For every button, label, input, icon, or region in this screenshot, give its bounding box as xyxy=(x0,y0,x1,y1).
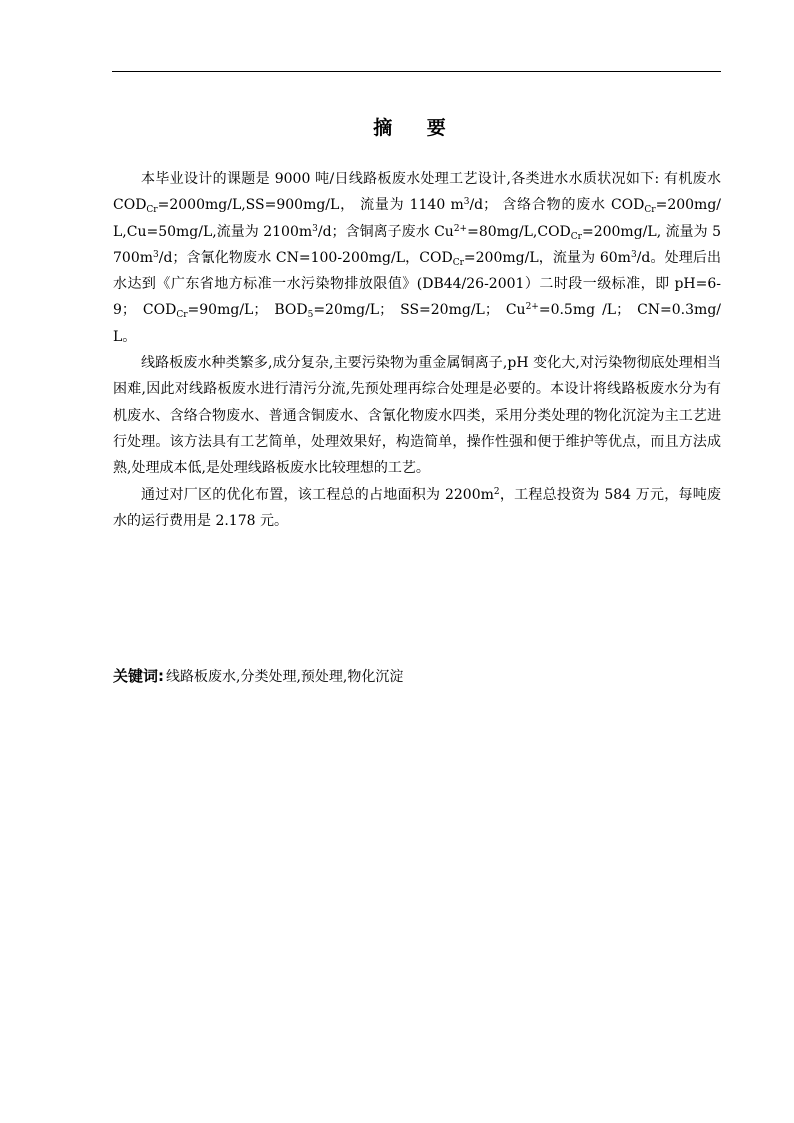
superscript-text: 3 xyxy=(312,223,318,234)
paragraph-text: /d； 含络合物的废水 COD xyxy=(469,197,645,214)
paragraph-text: 本毕业设计的课题是 9000 吨/日线路板废水处理工艺设计,各类进水水质状况如下: 有机废水 COD xyxy=(113,171,721,214)
paragraph-text: =200mg/L,Cu=50mg/L,流量为 2100m xyxy=(113,197,721,240)
header-rule xyxy=(112,71,721,72)
page-title: 摘 要 xyxy=(373,117,460,139)
superscript-text: 3 xyxy=(630,249,637,260)
subscript-text: Cr xyxy=(570,231,582,242)
superscript-text: 2 xyxy=(493,486,500,497)
paragraph-text: =200mg/L，流量为 60m xyxy=(463,249,631,266)
paragraph-text: 线路板废水种类繁多,成分复杂,主要污染物为重金属铜离子,pH 变化大,对污染物彻底处理相当困难,因此对线路板废水进行清污分流,先预处理再综合处理是必要的。本设计将线路板废水分为有机废水、含络合物废水、普通含铜废水、含氰化物废水四类，采用分类处理的物化沉淀为主工艺进行处理。该方法具有工艺简单，处理效果好，构造简单，操作性强和便于维护等优点，而且方法成熟,处理成本低,是处理线路板废水比较理想的工艺。 xyxy=(113,355,721,477)
paragraph-text: =200mg/L, 流量为 5700m xyxy=(113,223,722,266)
subscript-text: Cr xyxy=(644,205,656,216)
superscript-text: 2+ xyxy=(453,223,468,234)
subscript-text: Cr xyxy=(452,257,464,268)
subscript-text: 5 xyxy=(307,310,314,321)
paragraph-text: /d；含铜离子废水 Cu xyxy=(317,223,454,240)
keywords-text: 线路板废水,分类处理,预处理,物化沉淀 xyxy=(166,669,404,685)
paragraph-text: 通过对厂区的优化布置，该工程总的占地面积为 2200m xyxy=(141,486,494,503)
subscript-text: Cr xyxy=(176,310,188,321)
paragraph-text: ，工程总投资为 584 万元，每吨废水的运行费用是 2.178 元。 xyxy=(113,486,721,529)
paragraph-text: /d。处理后出水达到《广东省地方标准一水污染物排放限值》(DB44/26-2001）二时段一级标准，即 pH=6-9； COD xyxy=(113,249,721,319)
abstract-body xyxy=(113,166,721,534)
superscript-text: 2+ xyxy=(525,302,539,313)
keywords-line xyxy=(113,664,721,689)
superscript-text: 3 xyxy=(463,197,470,208)
abstract-paragraph xyxy=(113,482,721,535)
keywords-label: 关键词: xyxy=(113,667,164,685)
paragraph-text: /d；含氰化物废水 CN=100-200mg/L，COD xyxy=(158,249,453,266)
abstract-paragraph xyxy=(113,350,721,481)
paragraph-text: =90mg/L； BOD xyxy=(187,302,308,319)
abstract-paragraph xyxy=(113,166,721,350)
superscript-text: 3 xyxy=(153,249,159,260)
paragraph-text: =20mg/L； SS=20mg/L； Cu xyxy=(313,302,526,319)
paragraph-text: =80mg/L,COD xyxy=(467,223,571,240)
paragraph-text: =2000mg/L,SS=900mg/L， 流量为 1140 m xyxy=(157,197,464,214)
paragraph-text: =0.5mg /L； CN=0.3mg/L。 xyxy=(113,302,721,345)
subscript-text: Cr xyxy=(146,205,158,216)
